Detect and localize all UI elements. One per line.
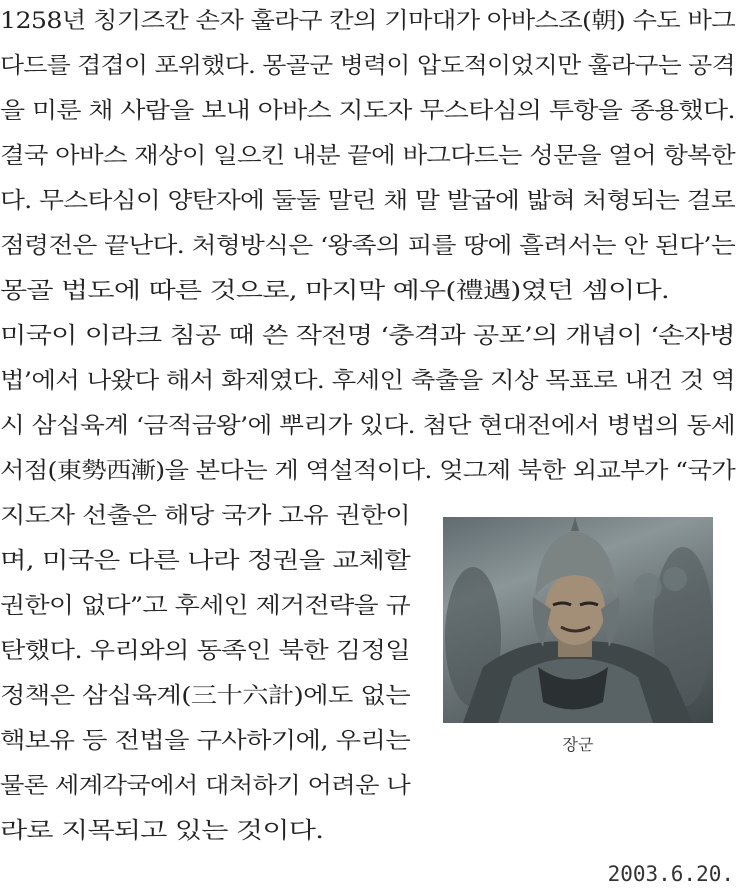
article-line: 몽골 법도에 따른 것으로, 마지막 예우(禮遇)였던 셈이다. bbox=[0, 278, 670, 304]
article-line: 다. 무스타심이 양탄자에 둘둘 말린 채 말 발굽에 밟혀 처형되는 걸로 bbox=[0, 188, 736, 214]
article-line: 며, 미국은 다른 나라 정권을 교체할 bbox=[0, 548, 411, 574]
article-line: 다드를 겹겹이 포위했다. 몽골군 병력이 압도적이었지만 훌라구는 공격 bbox=[0, 53, 736, 79]
article-line: 정책은 삼십육계(三十六計)에도 없는 bbox=[0, 683, 410, 709]
general-photo bbox=[443, 517, 713, 723]
publication-date: 2003.6.20. bbox=[607, 862, 734, 886]
article-line: 핵보유 등 전법을 구사하기에, 우리는 bbox=[0, 728, 410, 754]
article-line: 을 미룬 채 사람을 보내 아바스 지도자 무스타심의 투항을 종용했다. bbox=[0, 98, 735, 124]
article-line: 라로 지목되고 있는 것이다. bbox=[0, 818, 324, 844]
article-line: 지도자 선출은 해당 국가 고유 권한이 bbox=[0, 503, 410, 529]
article-line: 1258년 칭기즈칸 손자 훌라구 칸의 기마대가 아바스조(朝) 수도 바그 bbox=[0, 8, 736, 34]
article-line: 법’에서 나왔다 해서 화제였다. 후세인 축출을 지상 목표로 내건 것 역 bbox=[0, 368, 735, 394]
photo-caption: 장군 bbox=[562, 735, 594, 754]
article-line: 물론 세계각국에서 대처하기 어려운 나 bbox=[0, 773, 410, 799]
article-line: 권한이 없다”고 후세인 제거전략을 규 bbox=[0, 593, 410, 619]
article-line: 결국 아바스 재상이 일으킨 내분 끝에 바그다드는 성문을 열어 항복한 bbox=[0, 143, 735, 169]
article-line: 미국이 이라크 침공 때 쓴 작전명 ‘충격과 공포’의 개념이 ‘손자병 bbox=[0, 323, 735, 349]
article-line: 탄했다. 우리와의 동족인 북한 김정일 bbox=[0, 638, 410, 664]
article-line: 점령전은 끝난다. 처형방식은 ‘왕족의 피를 땅에 흘려서는 안 된다’는 bbox=[0, 233, 736, 259]
article-line: 시 삼십육계 ‘금적금왕’에 뿌리가 있다. 첨단 현대전에서 병법의 동세 bbox=[0, 413, 736, 439]
article-line: 서점(東勢西漸)을 본다는 게 역설적이다. 엊그제 북한 외교부가 “국가 bbox=[0, 458, 735, 484]
